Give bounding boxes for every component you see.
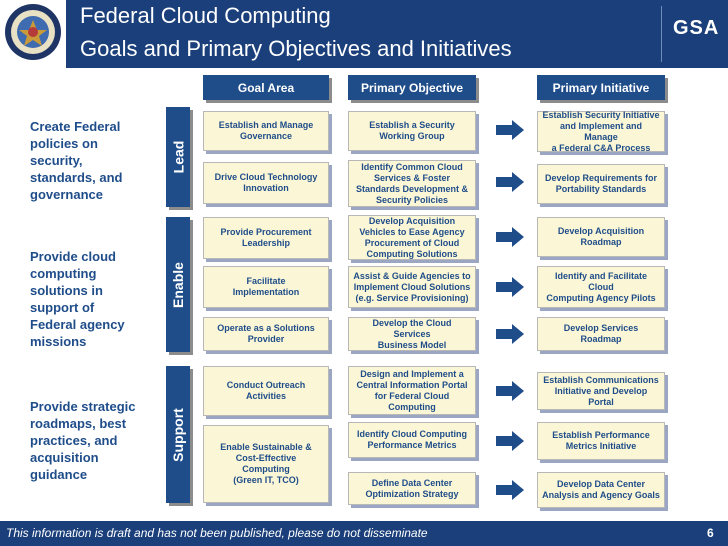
objective-box: Design and Implement a Central Information Portal for Federal Cloud Computing bbox=[348, 366, 476, 415]
right-arrow-icon bbox=[496, 480, 524, 500]
footer-disclaimer: This information is draft and has not been published, please do not disseminate bbox=[6, 526, 428, 540]
objective-box: Define Data Center Optimization Strategy bbox=[348, 472, 476, 505]
goal-box: Operate as a Solutions Provider bbox=[203, 317, 329, 351]
lead-description: Create Federal policies on security, standards, and governance bbox=[30, 119, 123, 202]
category-label-support-text: Support bbox=[170, 407, 186, 462]
header-bar bbox=[0, 0, 728, 68]
initiative-box: Develop Acquisition Roadmap bbox=[537, 217, 665, 257]
initiative-box: Establish Communications Initiative and Develop Portal bbox=[537, 372, 665, 410]
page-number: 6 bbox=[707, 526, 714, 540]
column-header-goal-area: Goal Area bbox=[203, 75, 329, 100]
initiative-box: Develop Services Roadmap bbox=[537, 317, 665, 351]
column-header-primary-initiative: Primary Initiative bbox=[537, 75, 665, 100]
initiative-box: Establish Security Initiative and Implement and Manage a Federal C&A Process bbox=[537, 111, 665, 152]
category-label-support bbox=[166, 366, 190, 503]
initiative-box: Establish Performance Metrics Initiative bbox=[537, 422, 665, 460]
goal-box: Conduct Outreach Activities bbox=[203, 366, 329, 416]
enable-description: Provide cloud computing solutions in support of Federal agency missions bbox=[30, 249, 125, 349]
category-label-lead-text: Lead bbox=[170, 140, 186, 174]
objective-box: Develop the Cloud Services Business Model bbox=[348, 317, 476, 351]
objective-box: Establish a Security Working Group bbox=[348, 111, 476, 151]
goal-box: Provide Procurement Leadership bbox=[203, 217, 329, 259]
right-arrow-icon bbox=[496, 324, 524, 344]
column-header-primary-objective: Primary Objective bbox=[348, 75, 476, 100]
goal-box: Enable Sustainable & Cost-Effective Computing (Green IT, TCO) bbox=[203, 425, 329, 503]
category-label-enable-text: Enable bbox=[170, 261, 186, 308]
goal-box: Drive Cloud Technology Innovation bbox=[203, 162, 329, 204]
footer-bar bbox=[0, 521, 728, 546]
right-arrow-icon bbox=[496, 431, 524, 451]
category-label-enable bbox=[166, 217, 190, 352]
initiative-box: Develop Requirements for Portability Standards bbox=[537, 164, 665, 204]
logo-divider bbox=[661, 6, 662, 62]
goal-box: Facilitate Implementation bbox=[203, 266, 329, 308]
right-arrow-icon bbox=[496, 277, 524, 297]
initiative-box: Identify and Facilitate Cloud Computing Agency Pilots bbox=[537, 266, 665, 308]
objective-box: Develop Acquisition Vehicles to Ease Agency Procurement of Cloud Computing Solutions bbox=[348, 215, 476, 260]
gsa-logo: GSA bbox=[673, 17, 720, 39]
page-title-line-1: Federal Cloud Computing bbox=[80, 3, 331, 28]
goal-box: Establish and Manage Governance bbox=[203, 111, 329, 151]
right-arrow-icon bbox=[496, 381, 524, 401]
objective-box: Identify Common Cloud Services & Foster Standards Development & Security Policies bbox=[348, 160, 476, 207]
objective-box: Identify Cloud Computing Performance Metrics bbox=[348, 422, 476, 458]
presidential-seal-icon bbox=[4, 3, 62, 61]
initiative-box: Develop Data Center Analysis and Agency Goals bbox=[537, 472, 665, 508]
right-arrow-icon bbox=[496, 120, 524, 140]
right-arrow-icon bbox=[496, 227, 524, 247]
page-title-line-2: Goals and Primary Objectives and Initiatives bbox=[80, 36, 512, 61]
objective-box: Assist & Guide Agencies to Implement Cloud Solutions (e.g. Service Provisioning) bbox=[348, 266, 476, 308]
right-arrow-icon bbox=[496, 172, 524, 192]
support-description: Provide strategic roadmaps, best practices, and acquisition guidance bbox=[30, 399, 136, 482]
category-label-lead bbox=[166, 107, 190, 207]
